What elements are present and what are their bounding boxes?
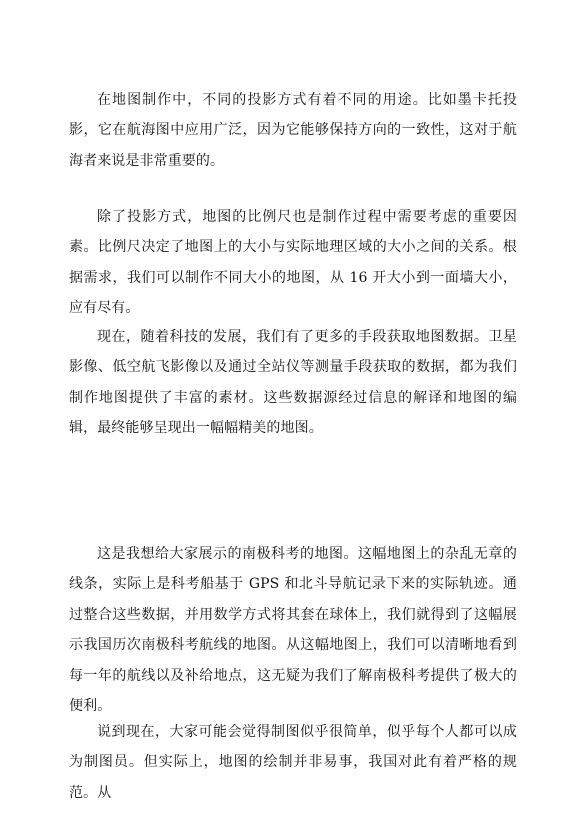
paragraph-map-data-sources: 现在，随着科技的发展，我们有了更多的手段获取地图数据。卫星影像、低空航飞影像以及通过全站仪等测量手段获取的数据，都为我们制作地图提供了丰富的素材。这些数据源经过信息的解译和地图的编辑，最终能够呈现出一幅幅精美的地图。: [69, 329, 517, 437]
paragraph-mapping-standards: 说到现在，大家可能会觉得制图似乎很简单，似乎每个人都可以成为制图员。但实际上，地图的绘制并非易事，我国对此有着严格的规范。从: [69, 724, 517, 801]
paragraph-map-projection: 在地图制作中，不同的投影方式有着不同的用途。比如墨卡托投影，它在航海图中应用广泛，因为它能够保持方向的一致性，这对于航海者来说是非常重要的。: [69, 92, 517, 169]
paragraph-antarctic-map: 这是我想给大家展示的南极科考的地图。这幅地图上的杂乱无章的线条，实际上是科考船基于 GPS 和北斗导航记录下来的实际轨迹。通过整合这些数据，并用数学方式将其套在球体上，我们就得到了这幅展示我国历次南极科考航线的地图。从这幅地图上，我们可以清晰地看到每一年的航线以及补给地点，这无疑为我们了解南极科考提供了极大的便利。: [69, 546, 517, 715]
paragraph-map-scale: 除了投影方式，地图的比例尺也是制作过程中需要考虑的重要因素。比例尺决定了地图上的大小与实际地理区域的大小之间的关系。根据需求，我们可以制作不同大小的地图，从 16 开大小到一面墙大小，应有尽有。: [69, 209, 517, 317]
